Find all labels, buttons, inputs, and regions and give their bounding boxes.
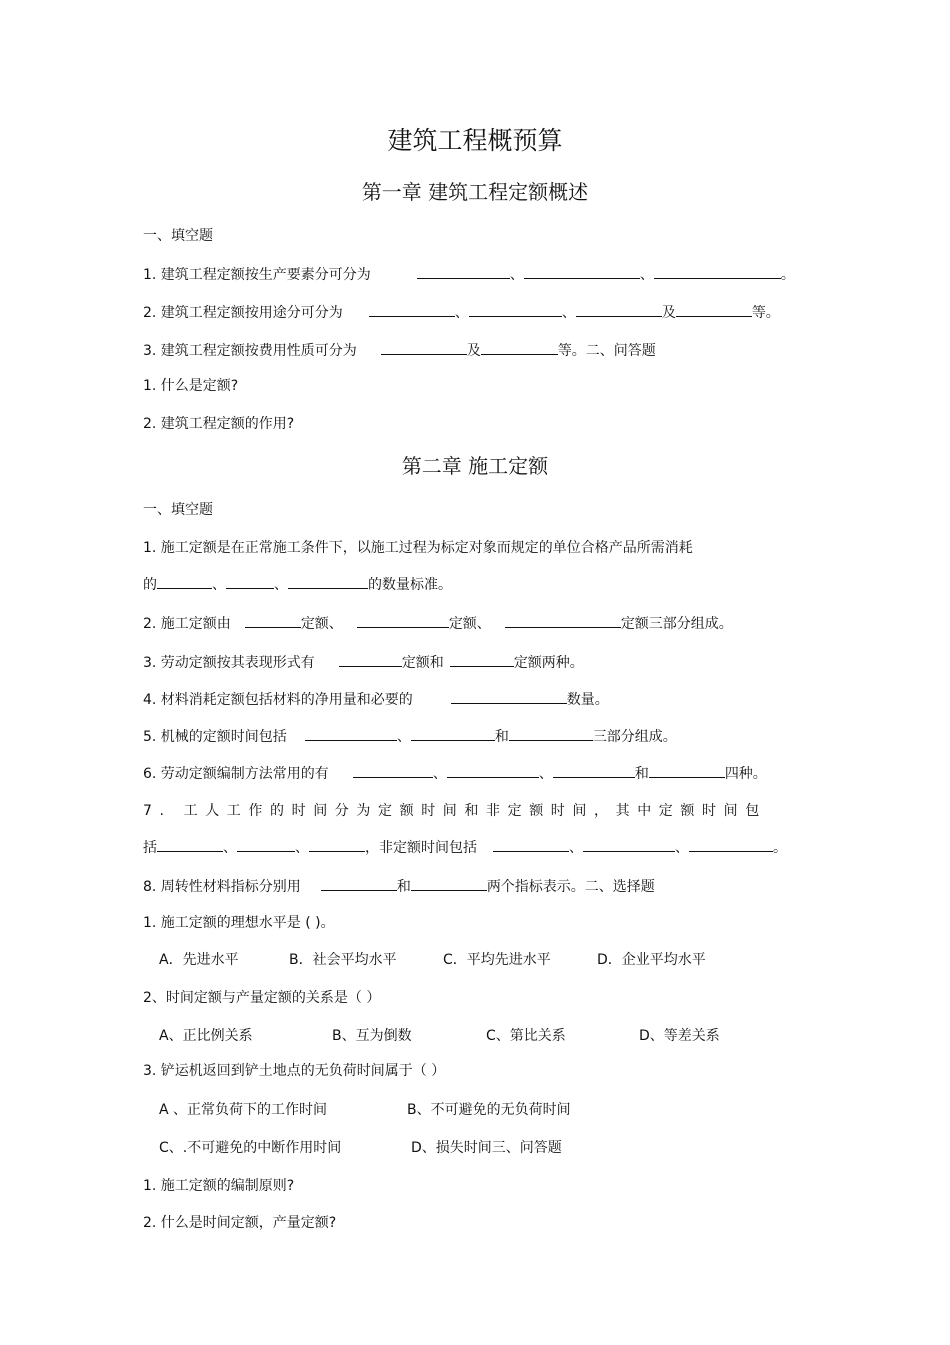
ch2-question-1-line-1: 1. 施工定额是在正常施工条件下，以施工过程为标定对象而规定的单位合格产品所需消耗 [143, 540, 693, 556]
blank[interactable] [417, 265, 510, 279]
ch2-question-7-line-1: 7. 工人工作的时间分为定额时间和非定额时间，其中定额时间包 [143, 803, 767, 819]
blank[interactable] [451, 690, 567, 704]
blank[interactable] [411, 727, 495, 741]
blank[interactable] [450, 653, 514, 667]
ch2-question-6: 6. 劳动定额编制方法常用的有 、 、 和 四种。 [143, 766, 767, 782]
ch2-question-2: 2. 施工定额由 定额、 定额、 定额三部分组成。 [143, 616, 733, 632]
blank[interactable] [481, 341, 558, 355]
ch1-answer-question-2: 2. 建筑工程定额的作用? [143, 416, 295, 432]
option-b[interactable]: B、不可避免的无负荷时间 [407, 1102, 571, 1118]
option-d[interactable]: D、等差关系 [639, 1028, 720, 1044]
blank[interactable] [583, 838, 675, 852]
blank[interactable] [353, 764, 433, 778]
ch2-choice-1-options [159, 951, 706, 969]
ch2-question-4: 4. 材料消耗定额包括材料的净用量和必要的 数量。 [143, 692, 609, 708]
ch1-question-1: 1. 建筑工程定额按生产要素分可分为 、 、 。 [143, 267, 795, 283]
blank[interactable] [676, 303, 752, 317]
option-c[interactable]: C、.不可避免的中断作用时间 [159, 1140, 342, 1156]
blank[interactable] [411, 877, 487, 891]
blank[interactable] [689, 838, 773, 852]
option-d[interactable]: D．企业平均水平 [597, 952, 706, 968]
blank[interactable] [654, 265, 781, 279]
ch2-choice-3: 3. 铲运机返回到铲土地点的无负荷时间属于（ ） [143, 1063, 446, 1079]
chapter-1-title: 第一章 建筑工程定额概述 [361, 180, 589, 204]
blank[interactable] [447, 764, 539, 778]
ch2-question-7-line-2: 括 、 、 ，非定额时间包括 、 、 。 [143, 840, 787, 856]
blank[interactable] [288, 575, 368, 589]
blank[interactable] [649, 764, 725, 778]
ch2-choice-3-options-cd [159, 1139, 562, 1157]
option-b[interactable]: B、互为倒数 [332, 1028, 412, 1044]
ch2-choice-2: 2、时间定额与产量定额的关系是（ ） [143, 990, 381, 1006]
ch2-answer-question-2: 2. 什么是时间定额，产量定额? [143, 1215, 337, 1231]
ch1-question-3: 3. 建筑工程定额按费用性质可分为 及 等。二、问答题 [143, 343, 656, 359]
ch1-question-2: 2. 建筑工程定额按用途分可分为 、 、 及 等。 [143, 305, 780, 321]
chapter-2-title: 第二章 施工定额 [401, 454, 549, 478]
ch2-question-3: 3. 劳动定额按其表现形式有 定额和 定额两种。 [143, 655, 584, 671]
blank[interactable] [237, 838, 295, 852]
option-b[interactable]: B．社会平均水平 [289, 952, 397, 968]
option-a[interactable]: A、正比例关系 [159, 1028, 253, 1044]
ch2-choice-2-options [159, 1027, 720, 1045]
ch2-question-1-line-2: 的 、 、 的数量标准。 [143, 577, 452, 593]
blank[interactable] [157, 575, 212, 589]
option-c[interactable]: C．平均先进水平 [443, 952, 551, 968]
option-c[interactable]: C、第比关系 [486, 1028, 566, 1044]
ch2-answer-question-1: 1. 施工定额的编制原则? [143, 1178, 295, 1194]
option-a[interactable]: A．先进水平 [159, 952, 239, 968]
ch1-answer-question-1: 1. 什么是定额? [143, 378, 239, 394]
blank[interactable] [305, 727, 397, 741]
ch2-question-8: 8. 周转性材料指标分别用 和 两个指标表示。二、选择题 [143, 879, 655, 895]
blank[interactable] [369, 303, 455, 317]
blank[interactable] [321, 877, 397, 891]
blank[interactable] [576, 303, 662, 317]
blank[interactable] [357, 614, 449, 628]
ch2-choice-3-options-ab [159, 1101, 571, 1119]
blank[interactable] [309, 838, 365, 852]
ch2-choice-1: 1. 施工定额的理想水平是 ( )。 [143, 915, 335, 931]
option-d[interactable]: D、损失时间三、问答题 [411, 1140, 562, 1156]
blank[interactable] [381, 341, 467, 355]
blank[interactable] [226, 575, 274, 589]
blank[interactable] [524, 265, 640, 279]
blank[interactable] [509, 727, 593, 741]
blank[interactable] [339, 653, 402, 667]
blank[interactable] [245, 614, 301, 628]
ch2-section-fill-blank: 一、填空题 [143, 502, 213, 518]
blank[interactable] [469, 303, 562, 317]
document-title: 建筑工程概预算 [387, 126, 563, 155]
ch2-question-5: 5. 机械的定额时间包括 、 和 三部分组成。 [143, 729, 677, 745]
blank[interactable] [553, 764, 635, 778]
blank[interactable] [505, 614, 621, 628]
blank[interactable] [493, 838, 569, 852]
option-a[interactable]: A 、正常负荷下的工作时间 [159, 1102, 328, 1118]
blank[interactable] [157, 838, 223, 852]
ch1-section-fill-blank: 一、填空题 [143, 228, 213, 244]
